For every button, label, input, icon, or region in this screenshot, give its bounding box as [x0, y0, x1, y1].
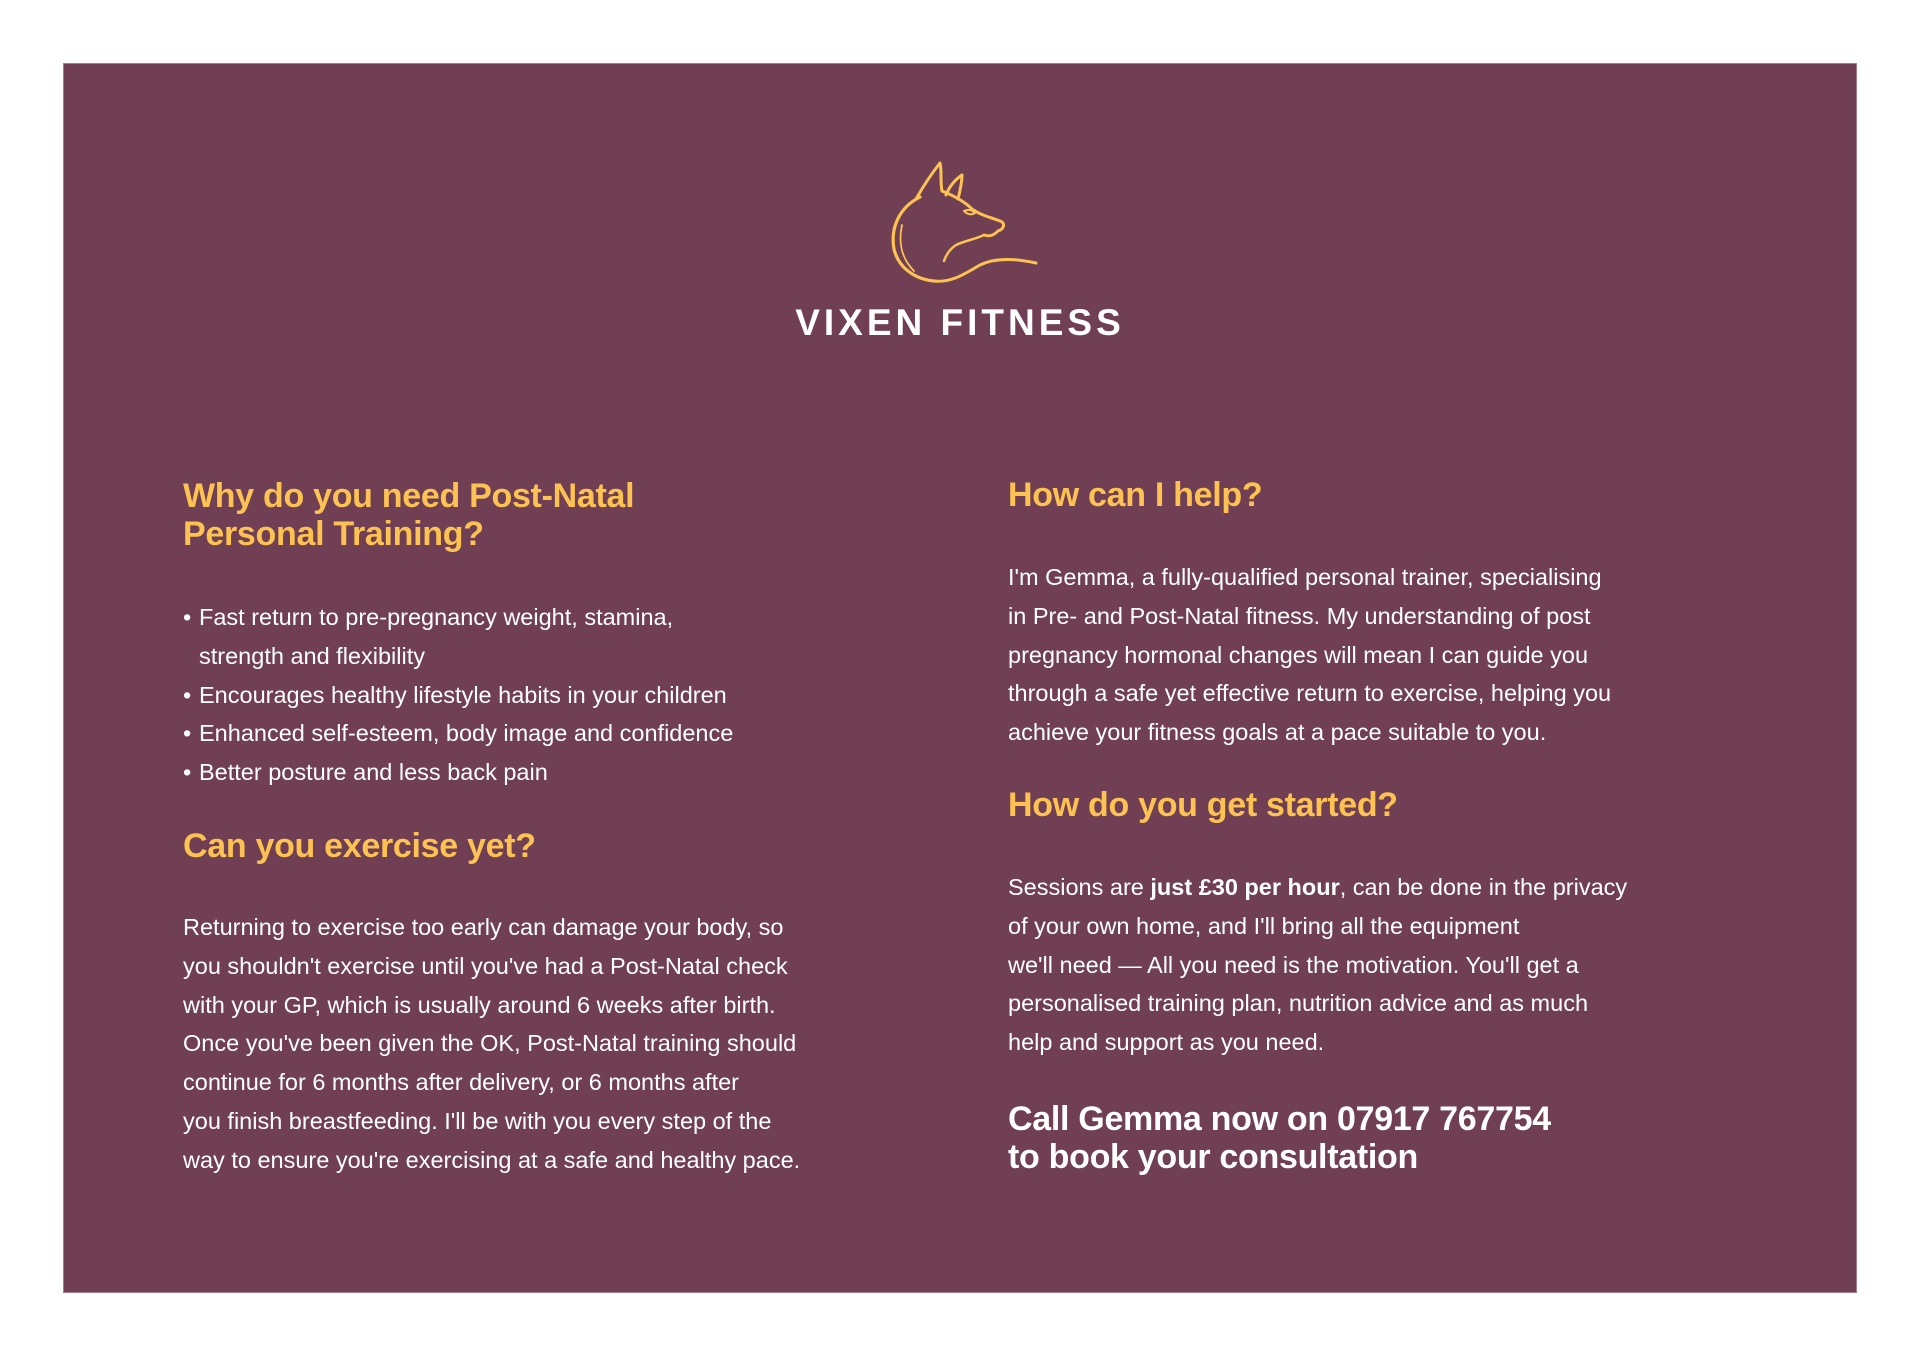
help-paragraph [1008, 558, 1768, 752]
paragraph-line: we'll need — All you need is the motivation. You'll get a [1008, 951, 1579, 978]
paragraph-line: Returning to exercise too early can damage your body, so [183, 914, 784, 940]
brand-name: VIXEN FITNESS [795, 302, 1125, 343]
why-heading-line1: Why do you need Post-Natal [183, 477, 635, 515]
fox-head-icon [880, 155, 1040, 290]
bullet-text: Fast return to pre-pregnancy weight, stamina, [199, 604, 674, 630]
paragraph-line: through a safe yet effective return to exercise, helping you [1008, 680, 1612, 707]
get-started-heading: How do you get started? [1008, 786, 1398, 824]
cta-book-line: to book your consultation [1008, 1138, 1418, 1176]
list-item [183, 598, 943, 676]
cta-phone-line: Call Gemma now on 07917 767754 [1008, 1100, 1551, 1138]
benefits-list [183, 598, 943, 792]
paragraph-line: I'm Gemma, a fully-qualified personal trainer, specialising [1008, 564, 1602, 590]
paragraph-line: of your own home, and I'll bring all the equipment [1008, 912, 1520, 939]
exercise-paragraph [183, 908, 943, 1180]
paragraph-line: achieve your fitness goals at a pace suitable to you. [1008, 719, 1547, 746]
list-item [183, 753, 943, 792]
bullet-text: Encourages healthy lifestyle habits in your children [199, 681, 727, 708]
paragraph-line: you finish breastfeeding. I'll be with you every step of the [183, 1107, 772, 1134]
paragraph-line: continue for 6 months after delivery, or 6 months after [183, 1069, 740, 1096]
why-heading [183, 477, 943, 553]
list-item [183, 676, 943, 715]
bullet-icon: • [183, 681, 192, 708]
bullet-icon: • [183, 720, 192, 747]
list-item [183, 714, 943, 753]
call-to-action [1008, 1100, 1768, 1176]
bullet-text: Better posture and less back pain [199, 759, 548, 786]
paragraph-line: help and support as you need. [1008, 1029, 1325, 1056]
paragraph-line: you shouldn't exercise until you've had a Post-Natal check [183, 952, 788, 979]
bullet-icon: • [183, 604, 192, 630]
exercise-heading: Can you exercise yet? [183, 827, 536, 865]
paragraph-line: Sessions are [1008, 874, 1151, 900]
bullet-text: Enhanced self-esteem, body image and confidence [199, 720, 734, 747]
paragraph-line: , can be done in the privacy [1339, 874, 1628, 900]
paragraph-line: in Pre- and Post-Natal fitness. My understanding of post [1008, 602, 1591, 629]
bullet-text: strength and flexibility [199, 642, 425, 669]
get-started-paragraph [1008, 868, 1768, 1062]
why-heading-line2: Personal Training? [183, 515, 484, 553]
paragraph-line: way to ensure you're exercising at a safe and healthy pace. [183, 1146, 801, 1173]
paragraph-line: with your GP, which is usually around 6 weeks after birth. [183, 991, 776, 1018]
paragraph-line: Once you've been given the OK, Post-Natal training should [183, 1030, 797, 1057]
bullet-icon: • [183, 759, 192, 786]
paragraph-line: pregnancy hormonal changes will mean I can guide you [1008, 641, 1589, 668]
paragraph-line: personalised training plan, nutrition advice and as much [1008, 990, 1589, 1017]
price-highlight: just £30 per hour [1150, 874, 1340, 900]
help-heading: How can I help? [1008, 476, 1263, 514]
